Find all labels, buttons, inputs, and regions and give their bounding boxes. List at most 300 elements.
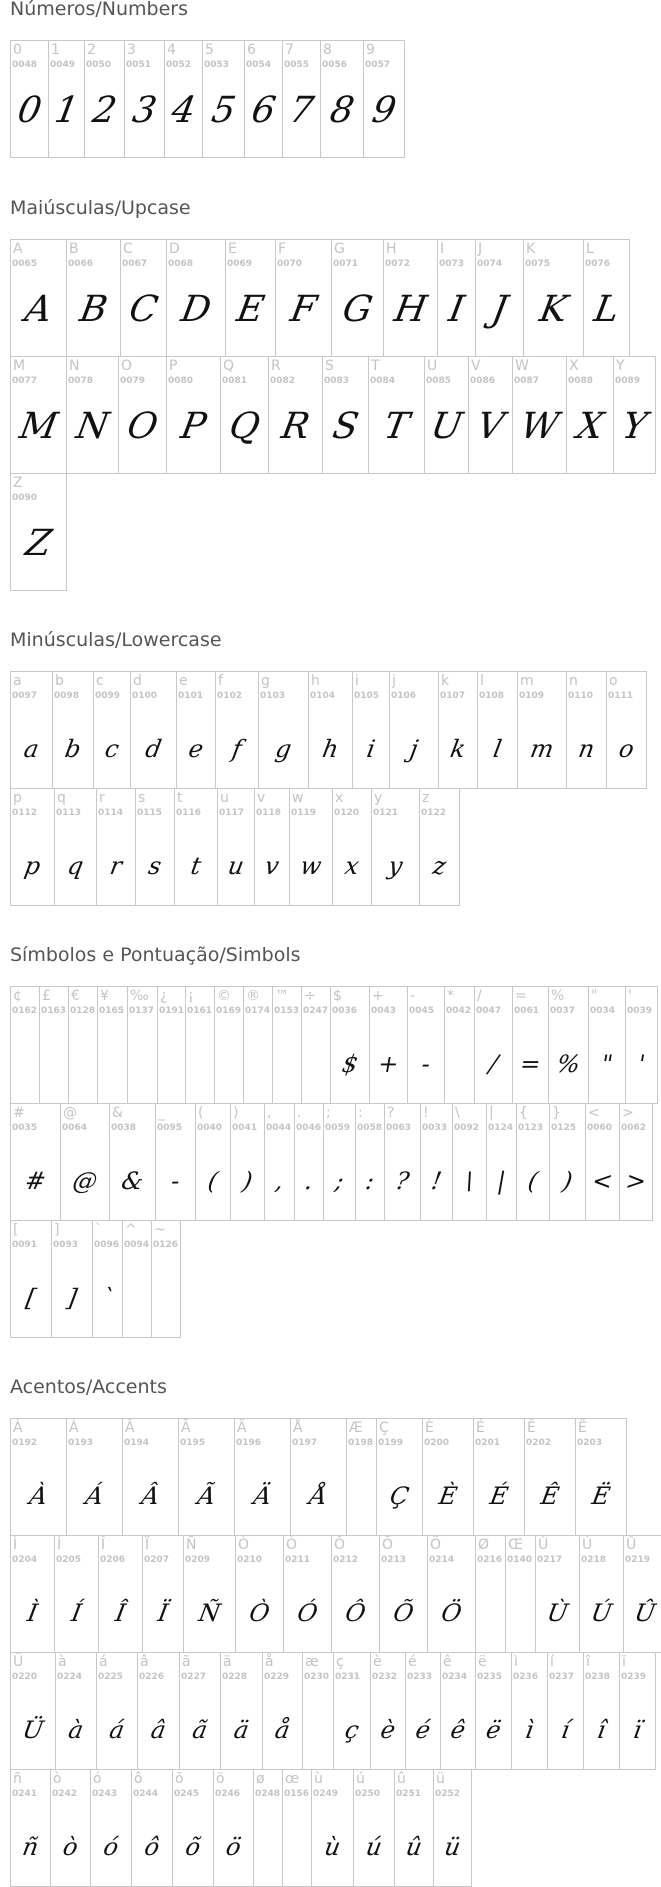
char-code: 0125 — [551, 1123, 577, 1133]
glyph-cell-0085 — [424, 356, 469, 474]
char-label: H — [386, 241, 397, 257]
char-code: 0074 — [477, 259, 503, 269]
char-label: È — [425, 1420, 434, 1436]
char-label: e — [179, 673, 188, 689]
glyph-cell-0153 — [272, 986, 302, 1104]
char-code: 0068 — [168, 259, 194, 269]
char-code: 0080 — [168, 376, 194, 386]
glyph-sample: W — [517, 406, 562, 447]
char-label: x — [335, 790, 344, 806]
char-code: 0100 — [132, 691, 158, 701]
glyph-cell-0195 — [178, 1418, 235, 1536]
char-label: m — [520, 673, 534, 689]
char-label: î — [586, 1654, 590, 1670]
glyph-cell-0045 — [407, 986, 445, 1104]
glyph-sample: ì — [523, 1716, 536, 1744]
glyph-sample: Û — [632, 1599, 658, 1627]
char-label: ; — [326, 1105, 331, 1121]
glyph-sample: ( — [525, 1167, 541, 1195]
glyph-cell-0121 — [371, 788, 420, 906]
char-code: 0200 — [424, 1438, 450, 1448]
char-code: 0126 — [153, 1240, 179, 1250]
char-label: A — [13, 241, 23, 257]
section-title-numeros-numbers: Números/Numbers — [10, 0, 188, 20]
char-label: ã — [182, 1654, 191, 1670]
glyph-sample: ö — [223, 1833, 244, 1861]
glyph-sample: . — [302, 1167, 316, 1195]
glyph-sample: 0 — [14, 90, 45, 131]
glyph-cell-0242 — [50, 1769, 91, 1887]
glyph-cell-0088 — [566, 356, 614, 474]
glyph-sample: J — [488, 289, 511, 330]
glyph-cell-0076 — [583, 239, 630, 357]
char-label: J — [478, 241, 483, 257]
glyph-sample: : — [363, 1167, 377, 1195]
glyph-sample: A — [21, 289, 56, 330]
char-code: 0065 — [12, 259, 38, 269]
char-label: f — [218, 673, 223, 689]
char-code: 0086 — [470, 376, 496, 386]
glyph-cell-0037 — [548, 986, 589, 1104]
char-code: 0043 — [371, 1006, 397, 1016]
char-code: 0051 — [126, 60, 152, 70]
glyph-sample: w — [298, 852, 324, 880]
glyph-cell-0080 — [166, 356, 221, 474]
char-code: 0236 — [513, 1672, 539, 1682]
char-code: 0066 — [68, 259, 94, 269]
section-title-acentos-accents: Acentos/Accents — [10, 1376, 167, 1398]
glyph-sample: B — [76, 289, 111, 330]
glyph-cell-0084 — [368, 356, 425, 474]
char-label: Œ — [508, 1537, 523, 1553]
glyph-sample: Q — [226, 406, 263, 447]
glyph-cell-0239 — [619, 1652, 656, 1770]
char-label: ‰ — [130, 988, 149, 1004]
char-code: 0228 — [222, 1672, 248, 1682]
char-label: ø — [256, 1771, 265, 1787]
char-label: œ — [285, 1771, 300, 1787]
char-label: = — [515, 988, 527, 1004]
glyph-sample: H — [391, 289, 430, 330]
glyph-sample: î — [595, 1716, 608, 1744]
glyph-sample: 9 — [369, 90, 400, 131]
char-label: n — [569, 673, 578, 689]
glyph-sample: Ì — [25, 1599, 40, 1627]
char-code: 0122 — [421, 808, 447, 818]
char-code: 0116 — [176, 808, 202, 818]
glyph-sample: e — [186, 735, 206, 763]
char-code: 0195 — [180, 1438, 206, 1448]
char-code: 0072 — [385, 259, 411, 269]
glyph-cell-0044 — [264, 1103, 295, 1221]
char-label: h — [311, 673, 320, 689]
char-code: 0137 — [129, 1006, 155, 1016]
char-code: 0053 — [204, 60, 230, 70]
glyph-sample: ó — [101, 1833, 121, 1861]
glyph-cell-0236 — [511, 1652, 548, 1770]
glyph-sample: , — [273, 1167, 286, 1195]
char-code: 0114 — [98, 808, 124, 818]
glyph-cell-0217 — [535, 1535, 580, 1653]
char-code: 0244 — [133, 1789, 159, 1799]
glyph-cell-0225 — [96, 1652, 138, 1770]
char-code: 0246 — [215, 1789, 241, 1799]
char-label: l — [480, 673, 484, 689]
glyph-sample: Ü — [20, 1716, 46, 1744]
char-label: Û — [626, 1537, 637, 1553]
glyph-sample: ä — [231, 1716, 252, 1744]
char-label: ì — [514, 1654, 518, 1670]
char-label: 2 — [87, 42, 96, 58]
glyph-sample: 5 — [208, 90, 239, 131]
char-code: 0075 — [525, 259, 551, 269]
glyph-cell-0203 — [575, 1418, 627, 1536]
glyph-sample: 7 — [286, 90, 317, 131]
glyph-sample: ) — [240, 1167, 255, 1195]
glyph-cell-0099 — [93, 671, 131, 789]
char-label: 7 — [285, 42, 294, 58]
glyph-sample: D — [178, 289, 215, 330]
glyph-sample: Ò — [247, 1599, 272, 1627]
glyph-cell-0238 — [583, 1652, 620, 1770]
glyph-cell-0066 — [66, 239, 121, 357]
glyph-sample: # — [22, 1167, 49, 1195]
char-label: 5 — [205, 42, 214, 58]
glyph-cell-0212 — [331, 1535, 380, 1653]
char-label: Ú — [582, 1537, 593, 1553]
char-label: : — [358, 1105, 363, 1121]
glyph-cell-0214 — [427, 1535, 476, 1653]
glyph-cell-0234 — [440, 1652, 476, 1770]
char-label: ï — [622, 1654, 626, 1670]
glyph-sample: V — [473, 406, 508, 447]
char-code: 0224 — [57, 1672, 83, 1682]
glyph-cell-0117 — [217, 788, 255, 906]
glyph-cell-0232 — [370, 1652, 406, 1770]
char-code: 0117 — [219, 808, 245, 818]
glyph-sample: s — [146, 852, 164, 880]
glyph-cell-0118 — [254, 788, 290, 906]
glyph-sample: 6 — [248, 90, 279, 131]
glyph-cell-0197 — [290, 1418, 347, 1536]
char-label: á — [99, 1654, 108, 1670]
glyph-cell-0070 — [275, 239, 332, 357]
glyph-cell-0098 — [52, 671, 94, 789]
glyph-sample: Ä — [251, 1482, 274, 1510]
char-code: 0206 — [100, 1555, 126, 1565]
char-code: 0161 — [187, 1006, 213, 1016]
glyph-sample: Ï — [155, 1599, 171, 1627]
char-label: a — [13, 673, 22, 689]
char-label: Â — [125, 1420, 135, 1436]
char-code: 0092 — [454, 1123, 480, 1133]
char-code: 0219 — [625, 1555, 651, 1565]
glyph-sample: I — [445, 289, 468, 330]
glyph-sample: p — [22, 852, 43, 880]
glyph-sample: ) — [560, 1167, 575, 1195]
char-code: 0241 — [12, 1789, 38, 1799]
char-code: 0156 — [284, 1789, 310, 1799]
char-label: - — [410, 988, 416, 1004]
char-code: 0201 — [475, 1438, 501, 1448]
char-label: d — [133, 673, 142, 689]
char-code: 0078 — [68, 376, 94, 386]
glyph-cell-0233 — [405, 1652, 441, 1770]
char-code: 0216 — [477, 1555, 503, 1565]
glyph-cell-0034 — [588, 986, 626, 1104]
char-code: 0067 — [122, 259, 148, 269]
glyph-cell-0107 — [438, 671, 478, 789]
char-label: * — [447, 988, 454, 1004]
char-code: 0237 — [549, 1672, 575, 1682]
glyph-cell-0156 — [282, 1769, 312, 1887]
glyph-sample: T — [380, 406, 413, 447]
char-code: 0211 — [285, 1555, 311, 1565]
glyph-cell-0235 — [475, 1652, 512, 1770]
char-label: ! — [423, 1105, 429, 1121]
char-label: Ù — [538, 1537, 549, 1553]
char-code: 0070 — [277, 259, 303, 269]
char-label: r — [99, 790, 105, 806]
glyph-sample: ; — [332, 1167, 347, 1195]
glyph-cell-0196 — [234, 1418, 291, 1536]
glyph-cell-0050 — [84, 40, 125, 158]
char-label: ñ — [13, 1771, 22, 1787]
glyph-sample: À — [27, 1482, 50, 1510]
glyph-cell-0237 — [547, 1652, 584, 1770]
char-label: Ç — [379, 1420, 389, 1436]
glyph-cell-0249 — [311, 1769, 354, 1887]
char-label: O — [121, 358, 133, 374]
char-label: b — [55, 673, 64, 689]
glyph-sample: é — [413, 1716, 433, 1744]
glyph-sample: ` — [99, 1284, 116, 1312]
glyph-sample: F — [287, 289, 320, 330]
char-code: 0140 — [507, 1555, 533, 1565]
glyph-cell-0065 — [10, 239, 67, 357]
glyph-cell-0245 — [172, 1769, 214, 1887]
char-code: 0193 — [68, 1438, 94, 1448]
char-label: ' — [628, 988, 632, 1004]
glyph-cell-0213 — [379, 1535, 428, 1653]
char-code: 0081 — [222, 376, 248, 386]
char-code: 0060 — [587, 1123, 613, 1133]
char-code: 0089 — [615, 376, 641, 386]
glyph-cell-0106 — [389, 671, 439, 789]
glyph-cell-0201 — [473, 1418, 525, 1536]
glyph-cell-0033 — [420, 1103, 453, 1221]
glyph-cell-0251 — [394, 1769, 434, 1887]
char-code: 0232 — [372, 1672, 398, 1682]
glyph-sample: h — [320, 735, 341, 763]
glyph-sample: + — [375, 1050, 402, 1078]
char-label: ¥ — [100, 988, 109, 1004]
glyph-sample: > — [623, 1167, 649, 1195]
char-label: Æ — [349, 1420, 363, 1436]
glyph-cell-0226 — [137, 1652, 180, 1770]
glyph-cell-0063 — [384, 1103, 421, 1221]
char-label: $ — [333, 988, 342, 1004]
glyph-cell-0209 — [183, 1535, 236, 1653]
char-label: ú — [356, 1771, 365, 1787]
char-label: Ä — [237, 1420, 247, 1436]
char-label: ¢ — [13, 988, 22, 1004]
glyph-cell-0161 — [185, 986, 215, 1104]
char-label: , — [267, 1105, 272, 1121]
char-code: 0229 — [264, 1672, 290, 1682]
char-label: Ã — [181, 1420, 191, 1436]
char-code: 0248 — [255, 1789, 281, 1799]
char-label: 4 — [167, 42, 176, 58]
glyph-cell-0049 — [48, 40, 85, 158]
char-code: 0045 — [409, 1006, 435, 1016]
glyph-sample: M — [16, 406, 61, 447]
char-code: 0243 — [92, 1789, 118, 1799]
char-label: L — [586, 241, 594, 257]
glyph-cell-0110 — [566, 671, 607, 789]
glyph-cell-0198 — [346, 1418, 377, 1536]
char-code: 0123 — [518, 1123, 544, 1133]
glyph-cell-0093 — [51, 1220, 93, 1338]
char-code: 0049 — [50, 60, 76, 70]
glyph-cell-0092 — [452, 1103, 487, 1221]
char-code: 0194 — [124, 1438, 150, 1448]
char-code: 0209 — [185, 1555, 211, 1565]
char-label: I — [440, 241, 445, 257]
glyph-sample: P — [177, 406, 210, 447]
glyph-cell-0205 — [54, 1535, 99, 1653]
char-label: ~ — [154, 1222, 166, 1238]
glyph-sample: Ö — [439, 1599, 464, 1627]
char-code: 0085 — [426, 376, 452, 386]
char-label: ê — [443, 1654, 452, 1670]
glyph-sample: Í — [69, 1599, 84, 1627]
char-label: + — [372, 988, 384, 1004]
glyph-sample: d — [143, 735, 164, 763]
char-code: 0197 — [292, 1438, 318, 1448]
char-code: 0120 — [334, 808, 360, 818]
glyph-cell-0041 — [230, 1103, 265, 1221]
char-label: © — [217, 988, 231, 1004]
glyph-cell-0229 — [262, 1652, 303, 1770]
char-label: s — [138, 790, 146, 806]
char-code: 0234 — [442, 1672, 468, 1682]
glyph-sample: z — [430, 852, 449, 880]
char-label: & — [112, 1105, 123, 1121]
char-label: 3 — [127, 42, 136, 58]
char-code: 0174 — [245, 1006, 271, 1016]
glyph-cell-0125 — [549, 1103, 586, 1221]
char-code: 0093 — [53, 1240, 79, 1250]
glyph-sample: c — [102, 735, 122, 763]
glyph-cell-0204 — [10, 1535, 55, 1653]
char-code: 0063 — [386, 1123, 412, 1133]
glyph-sample: \ — [462, 1167, 477, 1195]
char-label: ä — [223, 1654, 232, 1670]
glyph-cell-0111 — [606, 671, 647, 789]
glyph-sample: X — [573, 406, 607, 447]
glyph-sample: ] — [64, 1284, 80, 1312]
glyph-cell-0072 — [383, 239, 438, 357]
glyph-cell-0231 — [333, 1652, 371, 1770]
glyph-cell-0057 — [363, 40, 405, 158]
glyph-cell-0086 — [468, 356, 513, 474]
glyph-sample: l — [491, 735, 504, 763]
char-code: 0107 — [440, 691, 466, 701]
char-label: å — [265, 1654, 274, 1670]
glyph-sample: u — [225, 852, 247, 880]
char-label: U — [427, 358, 438, 374]
glyph-cell-0169 — [214, 986, 244, 1104]
char-label: t — [177, 790, 183, 806]
glyph-sample: Õ — [391, 1599, 416, 1627]
glyph-sample: G — [339, 289, 376, 330]
glyph-cell-0218 — [579, 1535, 624, 1653]
char-label: Î — [101, 1537, 106, 1553]
glyph-sample: ' — [635, 1050, 648, 1078]
glyph-cell-0075 — [523, 239, 584, 357]
char-code: 0097 — [12, 691, 38, 701]
char-label: Y — [616, 358, 625, 374]
char-label: õ — [175, 1771, 184, 1787]
char-code: 0044 — [266, 1123, 292, 1133]
char-code: 0203 — [577, 1438, 603, 1448]
char-label: ó — [93, 1771, 102, 1787]
glyph-sample: â — [148, 1716, 169, 1744]
glyph-sample: ñ — [20, 1833, 41, 1861]
glyph-sample: Ç — [387, 1482, 412, 1510]
glyph-sample: < — [589, 1167, 616, 1195]
char-code: 0090 — [12, 493, 38, 503]
glyph-cell-0162 — [10, 986, 40, 1104]
char-label: 8 — [323, 42, 332, 58]
glyph-sample: @ — [70, 1167, 100, 1195]
char-code: 0036 — [332, 1006, 358, 1016]
glyph-sample: Y — [619, 406, 651, 447]
char-code: 0247 — [303, 1006, 329, 1016]
char-code: 0052 — [166, 60, 192, 70]
char-label: # — [13, 1105, 25, 1121]
char-label: M — [13, 358, 26, 374]
glyph-sample: y — [386, 852, 405, 880]
glyph-cell-0163 — [39, 986, 69, 1104]
glyph-sample: 2 — [89, 90, 120, 131]
glyph-cell-0097 — [10, 671, 53, 789]
glyph-sample: ë — [483, 1716, 504, 1744]
glyph-sample: Î — [113, 1599, 128, 1627]
glyph-cell-0074 — [475, 239, 524, 357]
char-label: V — [471, 358, 481, 374]
char-code: 0047 — [476, 1006, 502, 1016]
char-code: 0118 — [256, 808, 282, 818]
glyph-sample: ú — [363, 1833, 385, 1861]
char-code: 0111 — [608, 691, 634, 701]
char-code: 0110 — [568, 691, 594, 701]
char-label: ¡ — [188, 988, 194, 1004]
char-code: 0115 — [137, 808, 163, 818]
char-code: 0101 — [178, 691, 204, 701]
char-label: Q — [223, 358, 235, 374]
char-label: > — [622, 1105, 634, 1121]
glyph-cell-0048 — [10, 40, 49, 158]
char-code: 0202 — [526, 1438, 552, 1448]
glyph-cell-0250 — [353, 1769, 395, 1887]
char-code: 0218 — [581, 1555, 607, 1565]
glyph-sample: a — [21, 735, 42, 763]
char-code: 0210 — [237, 1555, 263, 1565]
char-code: 0050 — [86, 60, 112, 70]
glyph-sample: K — [536, 289, 571, 330]
